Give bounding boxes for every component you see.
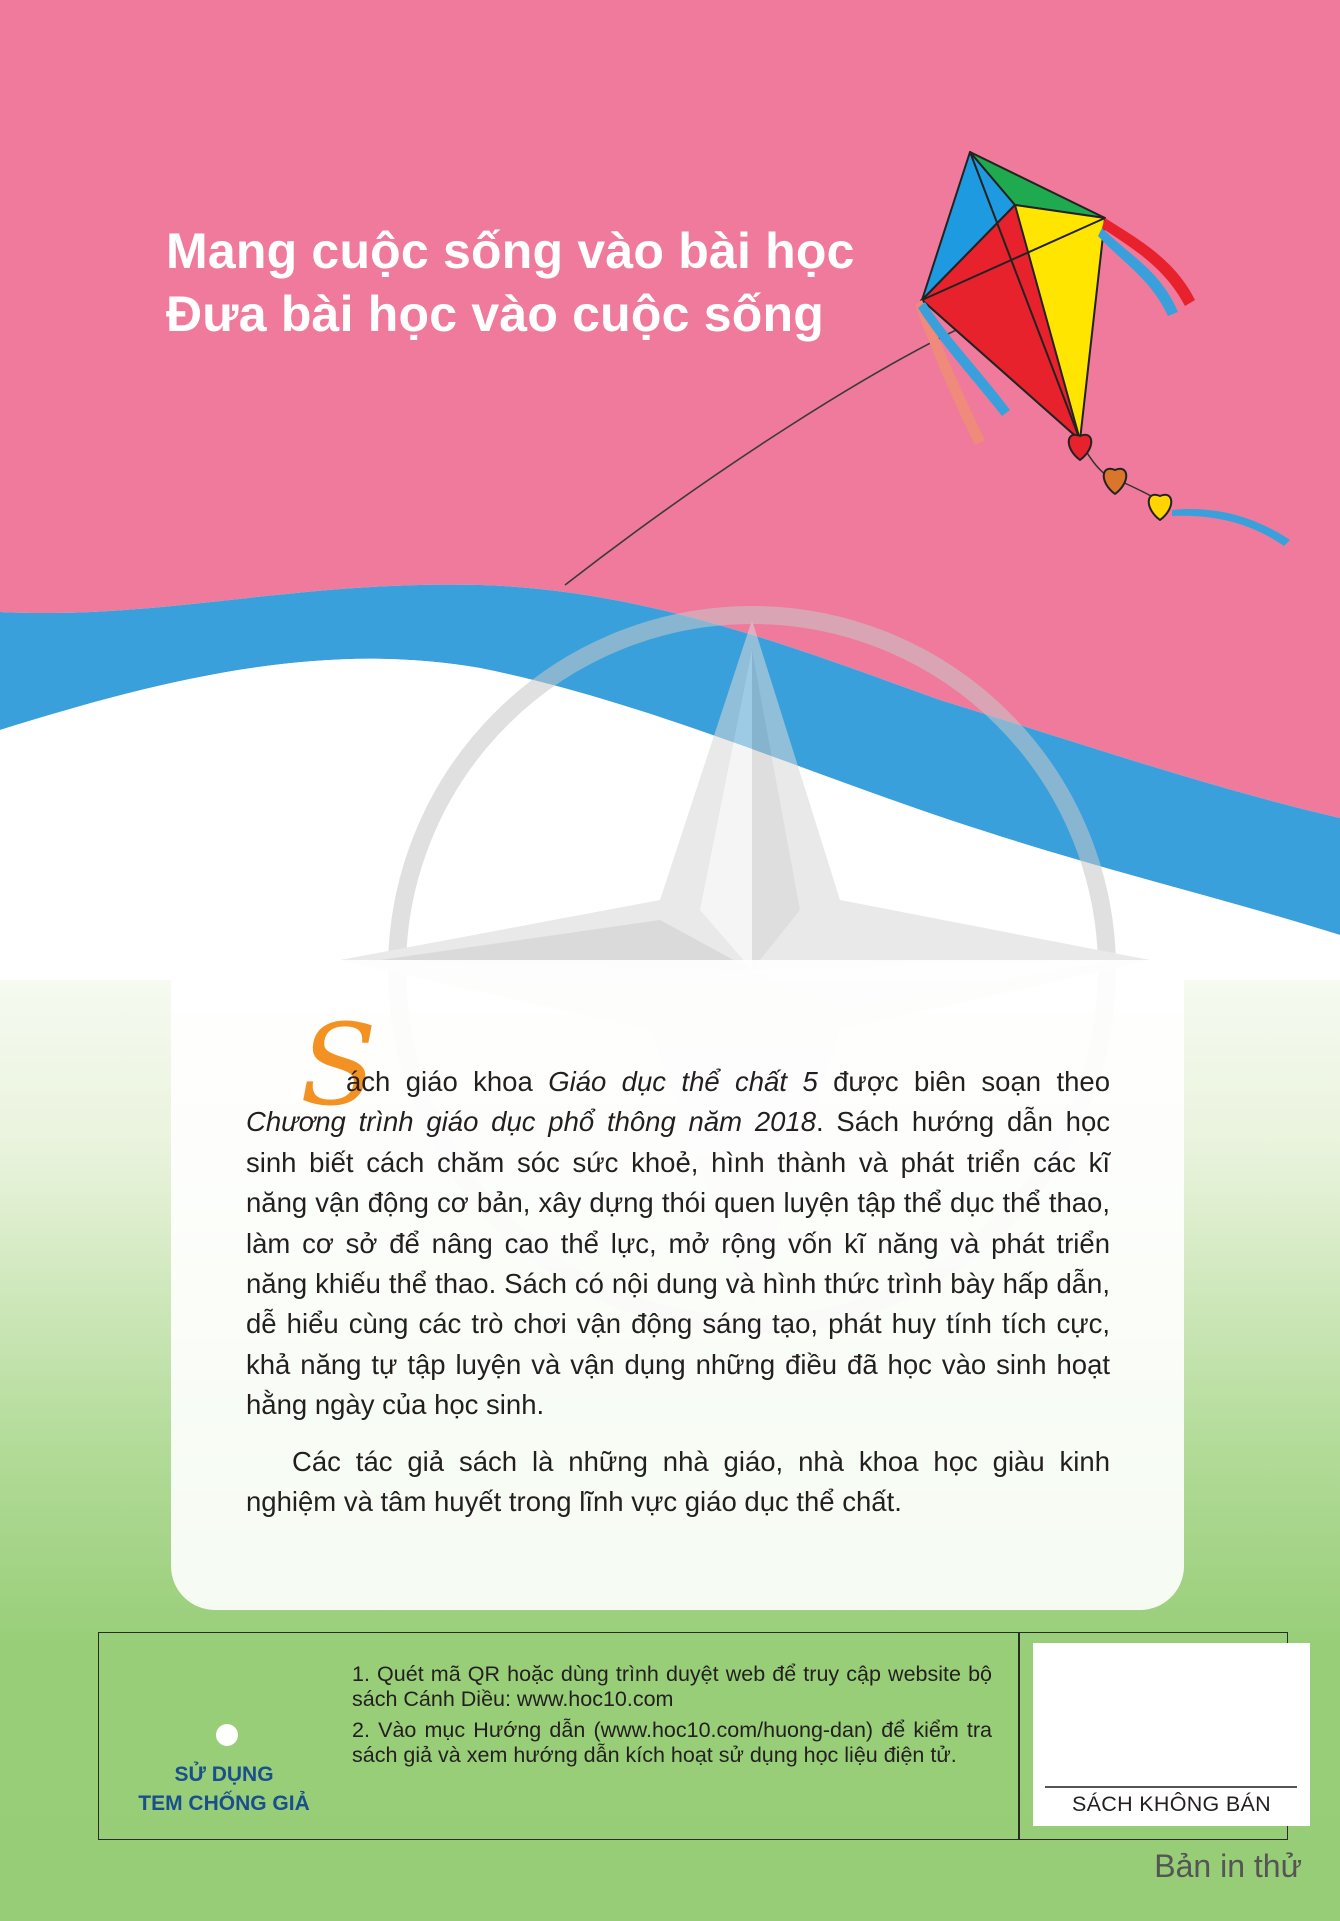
intro-text	[246, 1062, 1110, 1522]
stamp-label-line-2: TEM CHỐNG GIẢ	[138, 1792, 310, 1815]
dropcap-letter: S	[300, 1001, 377, 1131]
intro-paragraph-2: Các tác giả sách là những nhà giáo, nhà khoa học giàu kinh nghiệm và tâm huyết trong lĩnh vực giáo dục thể chất.	[246, 1445, 1110, 1518]
intro-p1-part-b: được biên soạn theo	[817, 1066, 1110, 1097]
not-for-sale-label: SÁCH KHÔNG BÁN	[1072, 1792, 1271, 1816]
slogan-line-1: Mang cuộc sống vào bài học	[166, 223, 855, 279]
intro-p1-part-c: . Sách hướng dẫn học sinh biết cách chăm sóc sức khoẻ, hình thành và phát triển các kĩ năng vận động cơ bản, xây dựng thói quen luyện tập thể dục thể thao, làm cơ sở để nâng cao thể lực, mở rộng vốn kĩ năng và phát triển năng khiếu thể thao. Sách có nội dung và hình thức trình bày hấp dẫn, dễ hiểu cùng các trò chơi vận động sáng tạo, phát huy tính tích cực, khả năng tự tập luyện và vận dụng những điều đã học vào sinh hoạt hằng ngày của học sinh.	[246, 1106, 1110, 1421]
footer-divider	[1018, 1632, 1020, 1840]
instruction-1: 1. Quét mã QR hoặc dùng trình duyệt web để truy cập website bộ sách Cánh Diều: www.hoc10.com	[352, 1662, 992, 1711]
intro-paragraph-1	[246, 1062, 1110, 1426]
intro-p1-part-a: ách giáo khoa	[346, 1066, 549, 1097]
stamp-dot-icon	[216, 1724, 238, 1746]
program-title: Chương trình giáo dục phổ thông năm 2018	[246, 1106, 816, 1138]
stamp-divider	[1045, 1786, 1297, 1788]
slogan-line-2: Đưa bài học vào cuộc sống	[166, 286, 825, 342]
stamp-label-line-1: SỬ DỤNG	[174, 1763, 274, 1786]
book-title: Giáo dục thể chất 5	[548, 1066, 818, 1097]
anti-counterfeit-label	[118, 1760, 330, 1818]
instruction-2: 2. Vào mục Hướng dẫn (www.hoc10.com/huong-dan) để kiểm tra sách giả và xem hướng dẫn kích hoạt sử dụng học liệu điện tử.	[352, 1718, 992, 1767]
instructions	[352, 1662, 992, 1774]
draft-label: Bản in thử	[1154, 1848, 1302, 1884]
